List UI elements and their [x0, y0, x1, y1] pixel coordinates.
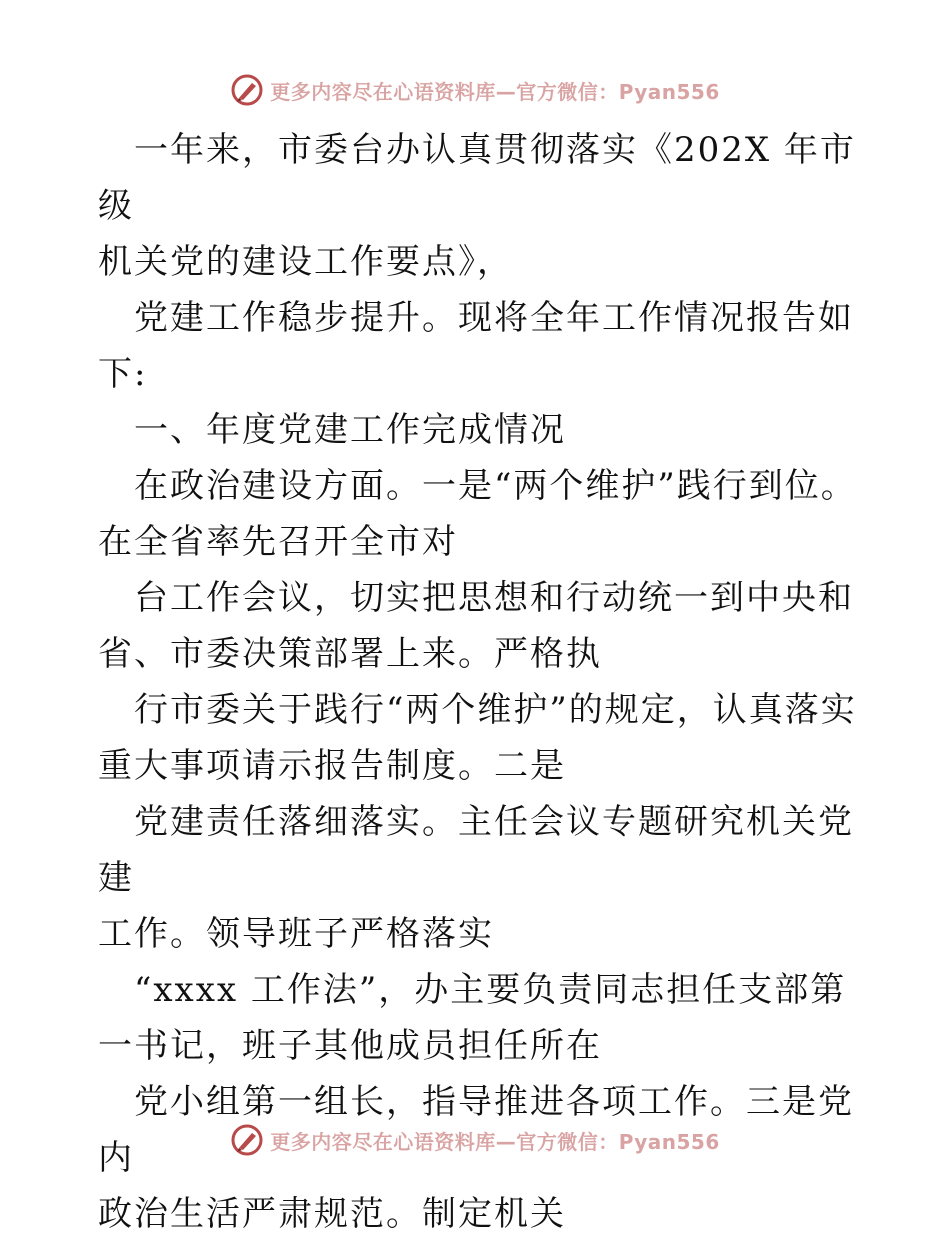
paragraph-4-line-2: 省、市委决策部署上来。严格执 — [98, 634, 602, 674]
paragraph-5 — [98, 682, 858, 794]
paragraph-7-line-1: “xxxx 工作法”，办主要负责同志担任支部第 — [134, 970, 847, 1010]
section-heading — [98, 402, 858, 458]
paragraph-1 — [98, 122, 858, 290]
paragraph-8-line-1: 党小组第一组长，指导推进各项工作。三是党内 — [98, 1082, 854, 1178]
paragraph-5-line-2: 重大事项请示报告制度。二是 — [98, 746, 566, 786]
pen-logo-icon — [230, 1123, 264, 1157]
footer-banner — [0, 1120, 950, 1160]
paragraph-3-line-1: 在政治建设方面。一是“两个维护”践行到位。 — [134, 466, 857, 506]
paragraph-7-line-2: 一书记，班子其他成员担任所在 — [98, 1026, 602, 1066]
section-heading-text: 一、年度党建工作完成情况 — [134, 410, 566, 450]
paragraph-8-line-2: 政治生活严肃规范。制定机关 — [98, 1194, 566, 1234]
paragraph-1-line-2: 机关党的建设工作要点》， — [98, 242, 513, 282]
paragraph-3 — [98, 458, 858, 570]
footer-banner-text: 更多内容尽在心语资料库—官方微信：Pyan556 — [270, 1129, 720, 1154]
document-body — [98, 122, 858, 1242]
header-banner — [0, 70, 950, 110]
paragraph-4 — [98, 570, 858, 682]
paragraph-3-line-2: 在全省率先召开全市对 — [98, 522, 458, 562]
paragraph-5-line-1: 行市委关于践行“两个维护”的规定，认真落实 — [134, 690, 857, 730]
paragraph-6-line-2: 工作。领导班子严格落实 — [98, 914, 494, 954]
paragraph-2-line-1: 党建工作稳步提升。现将全年工作情况报告如 — [134, 298, 854, 338]
paragraph-7 — [98, 962, 858, 1074]
header-banner-text: 更多内容尽在心语资料库—官方微信：Pyan556 — [270, 79, 720, 104]
paragraph-4-line-1: 台工作会议，切实把思想和行动统一到中央和 — [134, 578, 854, 618]
pen-logo-icon — [230, 73, 264, 107]
paragraph-2 — [98, 290, 858, 402]
paragraph-6-line-1: 党建责任落细落实。主任会议专题研究机关党建 — [98, 802, 854, 898]
paragraph-2-line-2: 下: — [98, 354, 148, 394]
paragraph-6 — [98, 794, 858, 962]
paragraph-1-line-1: 一年来，市委台办认真贯彻落实《202X 年市级 — [98, 130, 856, 226]
